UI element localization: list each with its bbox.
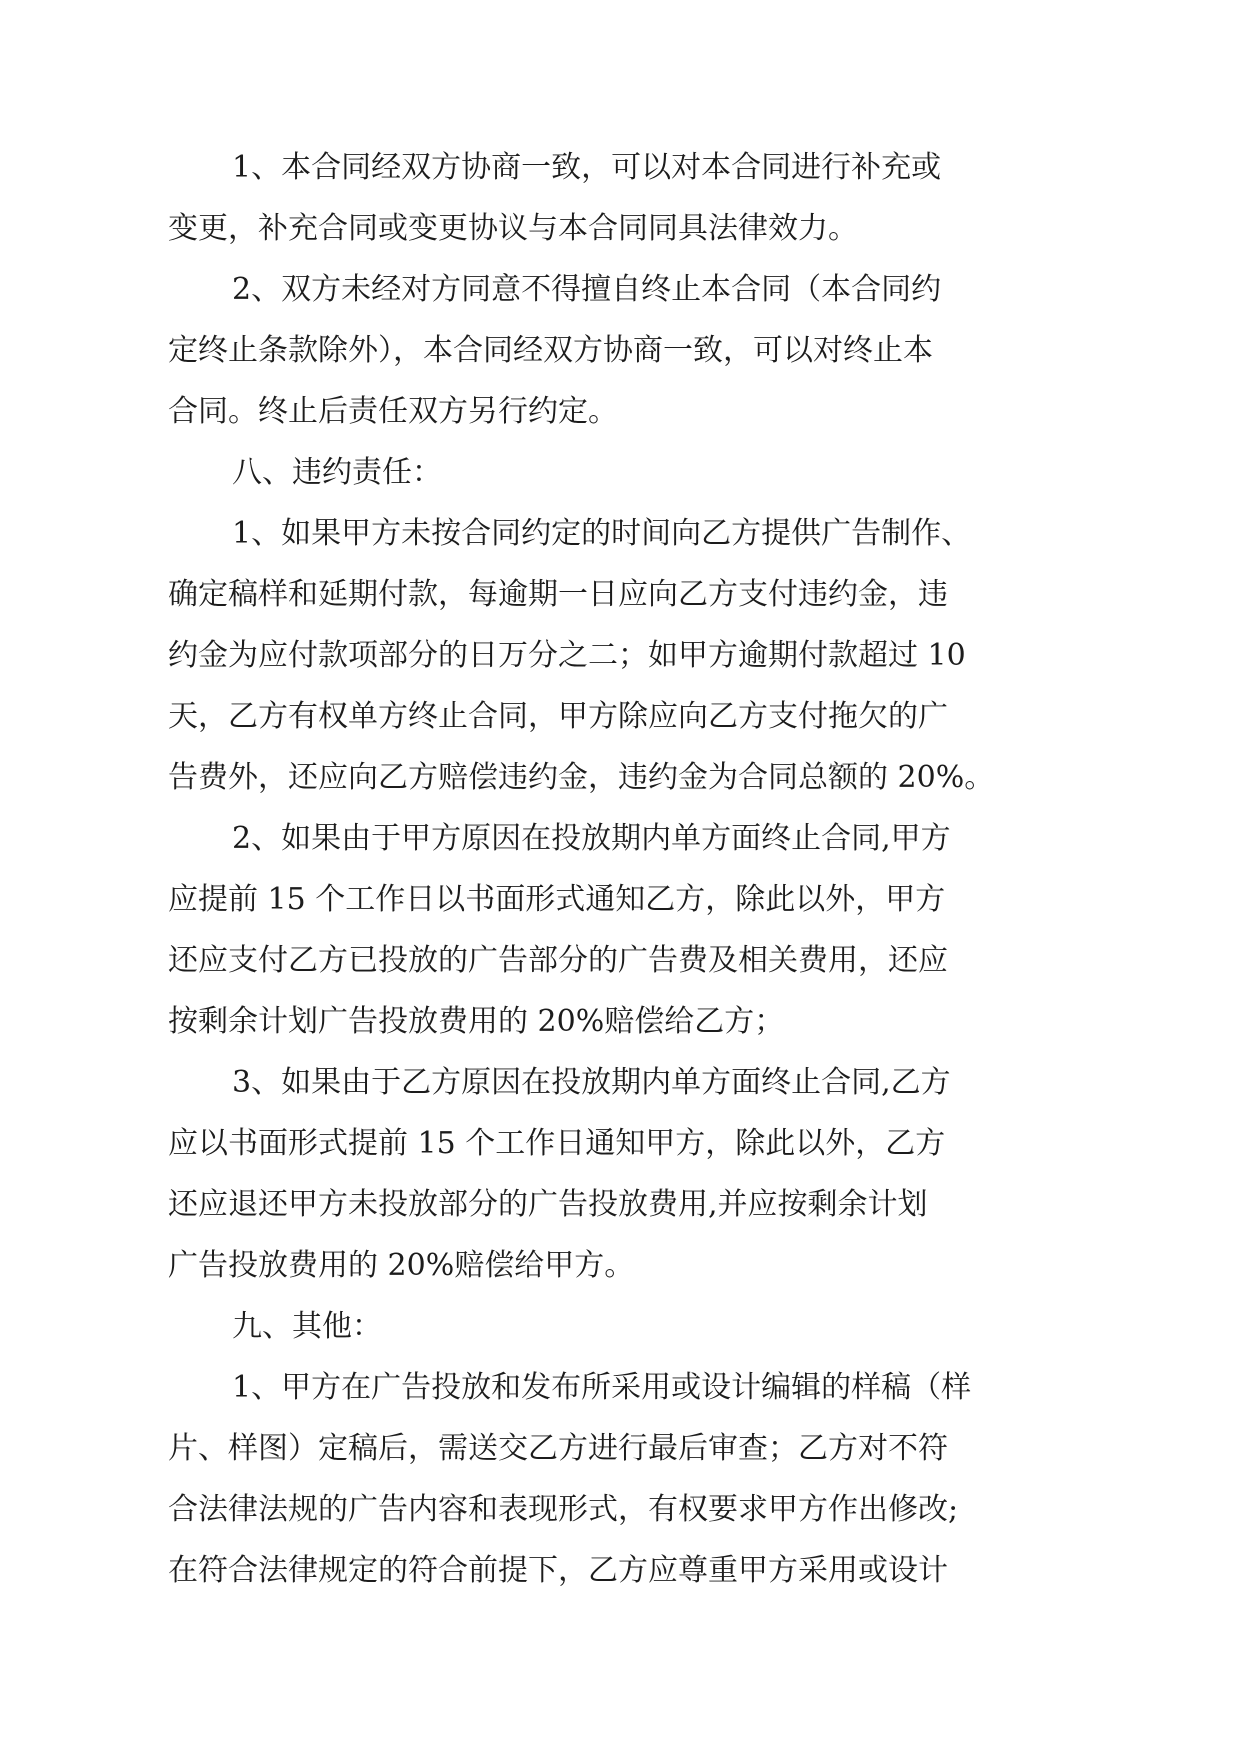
text-line: 合同。终止后责任双方另行约定。 (168, 394, 618, 429)
text-line: 还应退还甲方未投放部分的广告投放费用,并应按剩余计划 (168, 1187, 928, 1222)
section-heading: 八、违约责任： (232, 455, 442, 490)
text-line: 确定稿样和延期付款，每逾期一日应向乙方支付违约金，违 (168, 577, 948, 612)
text-line: 片、样图）定稿后，需送交乙方进行最后审查；乙方对不符 (168, 1431, 948, 1466)
section-heading: 九、其他： (232, 1309, 382, 1344)
text-line: 应提前 15 个工作日以书面形式通知乙方，除此以外，甲方 (168, 882, 946, 917)
text-line: 还应支付乙方已投放的广告部分的广告费及相关费用，还应 (168, 943, 948, 978)
text-line: 2、双方未经对方同意不得擅自终止本合同（本合同约 (232, 272, 942, 307)
text-line: 2、如果由于甲方原因在投放期内单方面终止合同,甲方 (232, 821, 951, 856)
text-line: 1、本合同经双方协商一致，可以对本合同进行补充或 (232, 150, 942, 185)
text-line: 变更，补充合同或变更协议与本合同同具法律效力。 (168, 211, 858, 246)
text-line: 告费外，还应向乙方赔偿违约金，违约金为合同总额的 20%。 (168, 760, 995, 795)
text-line: 3、如果由于乙方原因在投放期内单方面终止合同,乙方 (232, 1065, 951, 1100)
text-line: 定终止条款除外），本合同经双方协商一致，可以对终止本 (168, 333, 933, 368)
text-line: 应以书面形式提前 15 个工作日通知甲方，除此以外，乙方 (168, 1126, 946, 1161)
text-line: 合法律法规的广告内容和表现形式，有权要求甲方作出修改; (168, 1492, 959, 1527)
text-line: 约金为应付款项部分的日万分之二；如甲方逾期付款超过 10 (168, 638, 966, 673)
text-line: 1、如果甲方未按合同约定的时间向乙方提供广告制作、 (232, 516, 972, 551)
text-line: 天，乙方有权单方终止合同，甲方除应向乙方支付拖欠的广 (168, 699, 948, 734)
text-line: 按剩余计划广告投放费用的 20%赔偿给乙方； (168, 1004, 785, 1039)
text-line: 1、甲方在广告投放和发布所采用或设计编辑的样稿（样 (232, 1370, 972, 1405)
text-line: 广告投放费用的 20%赔偿给甲方。 (168, 1248, 635, 1283)
text-line: 在符合法律规定的符合前提下，乙方应尊重甲方采用或设计 (168, 1553, 948, 1588)
